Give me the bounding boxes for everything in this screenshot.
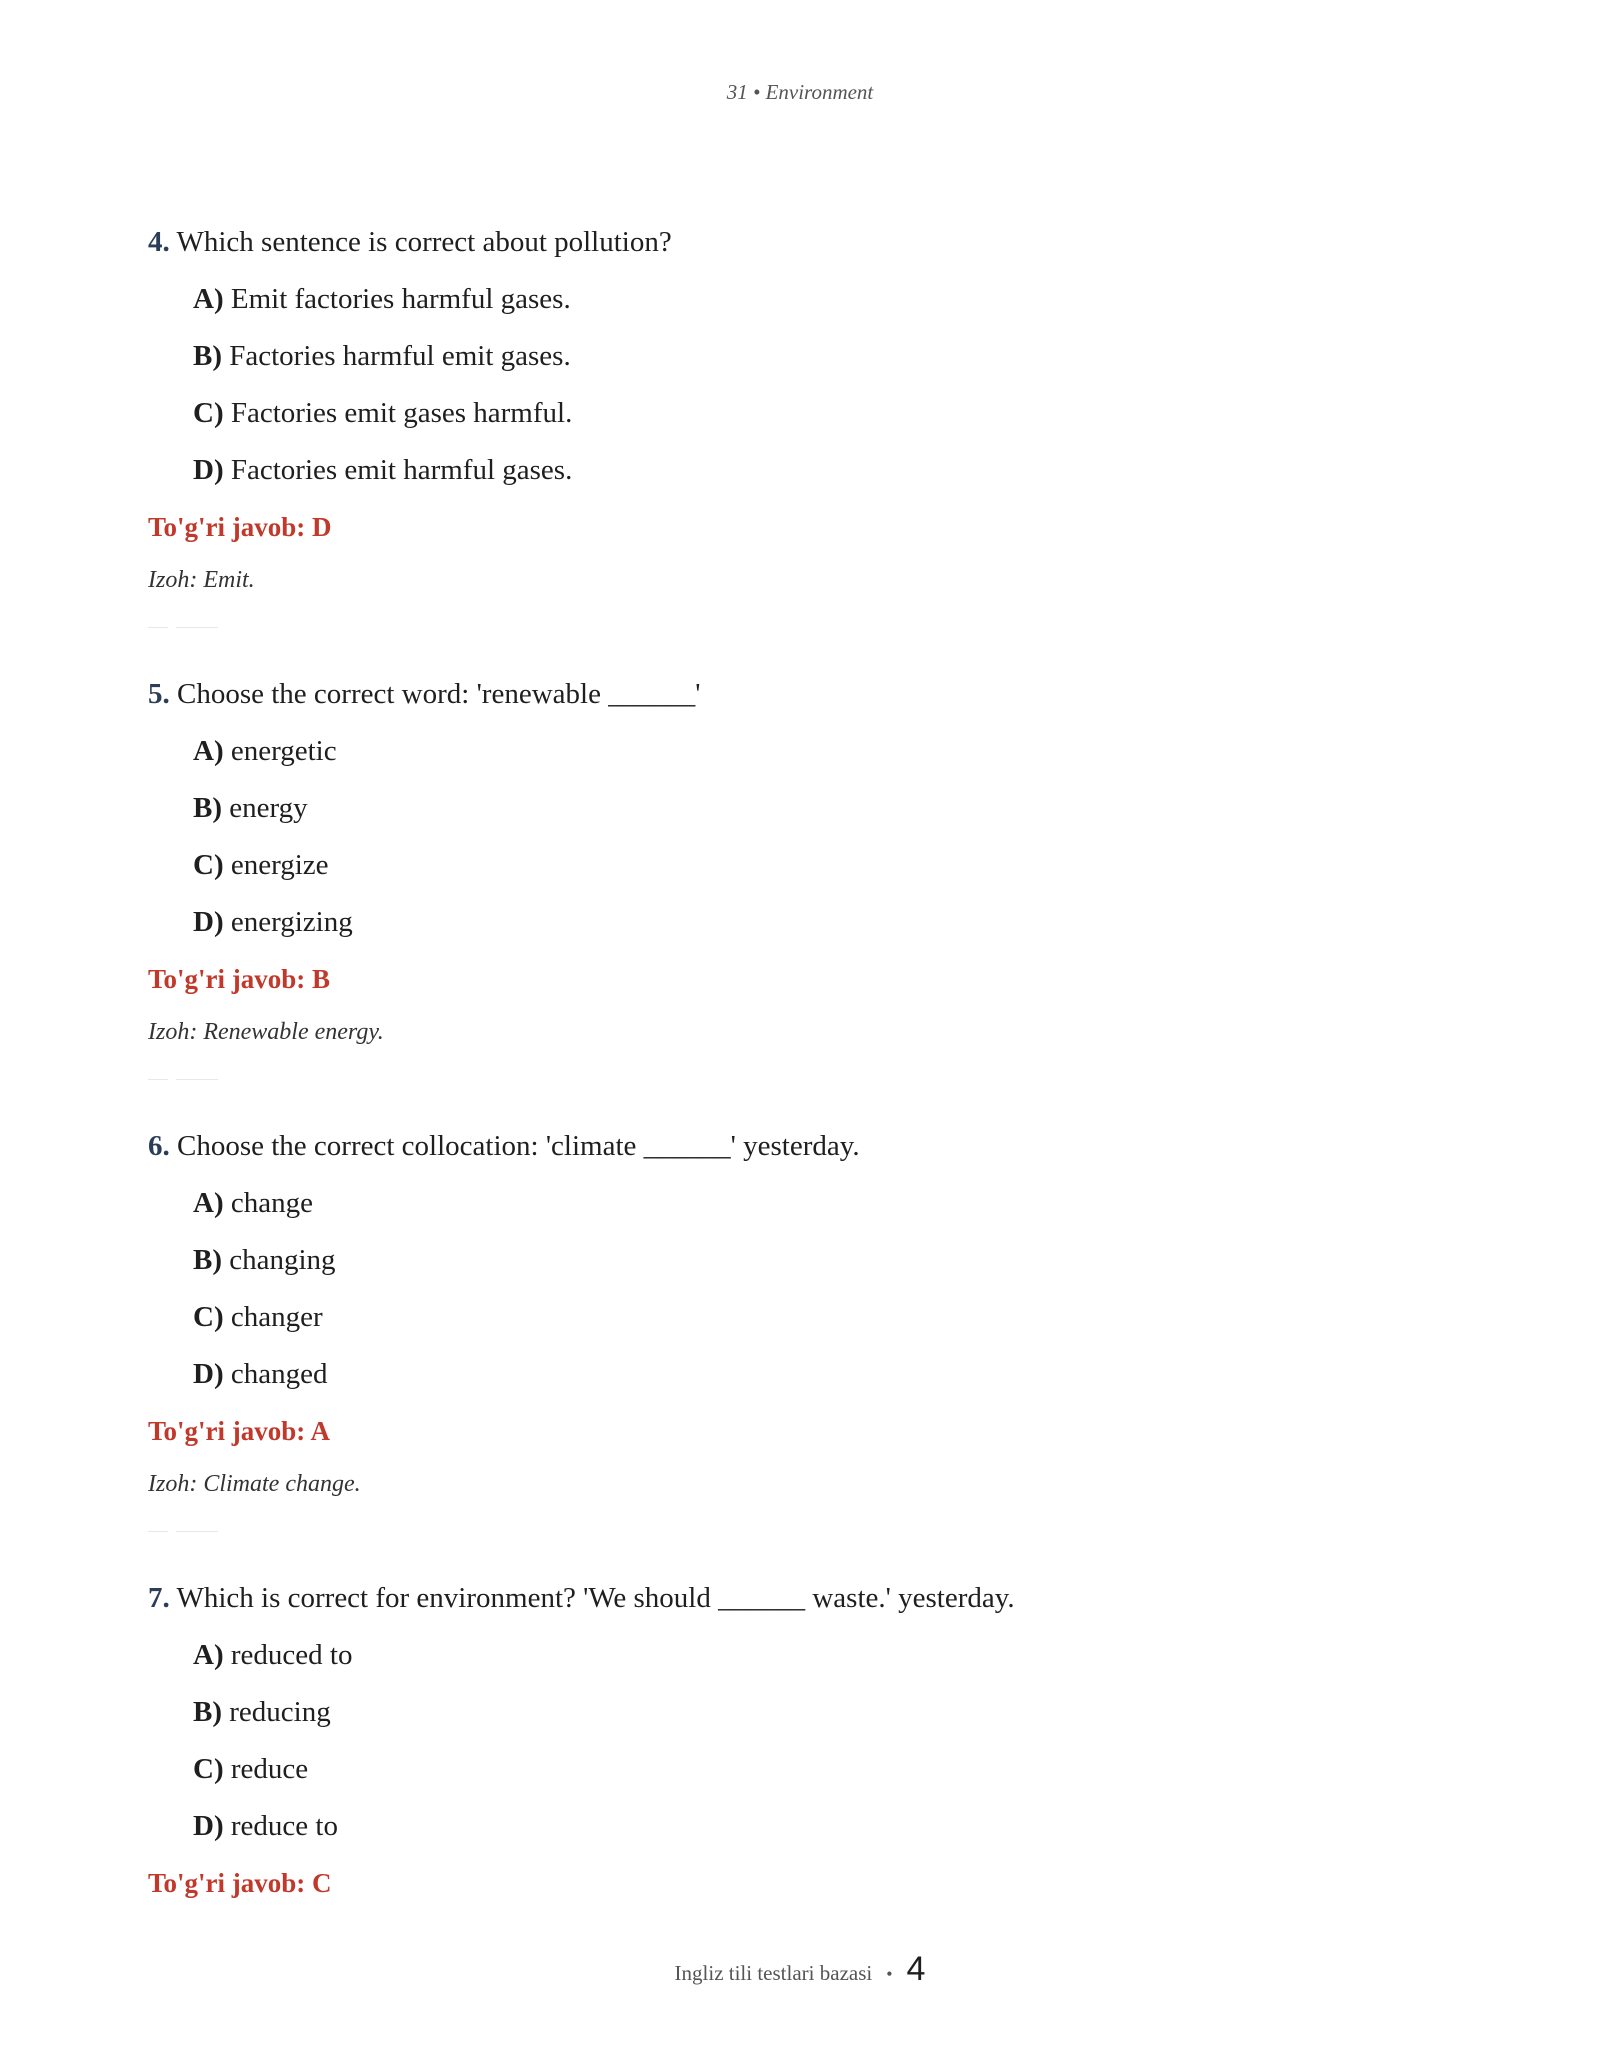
option-letter: C) <box>193 1301 224 1333</box>
option-letter: D) <box>193 454 224 486</box>
explanation: Izoh: Climate change. <box>148 1471 361 1497</box>
option-b <box>193 1692 1448 1732</box>
option-letter: B) <box>193 340 222 372</box>
option-text: Factories emit gases harmful. <box>230 397 573 429</box>
footer-title: Ingliz tili testlari bazasi <box>674 1961 873 1985</box>
option-letter: D) <box>193 1358 224 1390</box>
option-c <box>193 1749 1448 1789</box>
option-b <box>193 788 1448 828</box>
option-c <box>193 1297 1448 1337</box>
question-stem <box>148 1126 1448 1166</box>
option-text: energy <box>229 792 308 824</box>
question-number: 5. <box>148 678 170 710</box>
question-stem <box>148 1578 1448 1618</box>
correct-answer: To'g'ri javob: C <box>148 1868 332 1898</box>
option-text: reduced to <box>230 1639 353 1671</box>
option-text: changer <box>230 1301 323 1333</box>
option-letter: B) <box>193 1244 222 1276</box>
option-text: reduce to <box>230 1810 338 1842</box>
option-text: changing <box>229 1244 336 1276</box>
question-5 <box>148 674 1448 1083</box>
question-stem <box>148 674 1448 714</box>
option-text: reducing <box>229 1696 331 1728</box>
option-text: energize <box>230 849 329 881</box>
option-letter: A) <box>193 1187 224 1219</box>
option-text: Factories emit harmful gases. <box>230 454 573 486</box>
option-letter: A) <box>193 1639 224 1671</box>
question-number: 4. <box>148 226 170 258</box>
option-letter: A) <box>193 735 224 767</box>
option-letter: A) <box>193 283 224 315</box>
option-a <box>193 279 1448 319</box>
divider <box>148 623 218 631</box>
explanation: Izoh: Emit. <box>148 567 255 593</box>
option-letter: B) <box>193 792 222 824</box>
question-number: 6. <box>148 1130 170 1162</box>
question-text: Choose the correct word: 'renewable ______' <box>177 678 701 710</box>
option-text: reduce <box>230 1753 309 1785</box>
question-text: Which is correct for environment? 'We should ______ waste.' yesterday. <box>176 1582 1015 1614</box>
question-text: Which sentence is correct about pollution? <box>176 226 672 258</box>
option-text: Factories harmful emit gases. <box>229 340 571 372</box>
correct-answer: To'g'ri javob: B <box>148 964 331 994</box>
option-letter: C) <box>193 1753 224 1785</box>
divider <box>148 1075 218 1083</box>
option-c <box>193 845 1448 885</box>
question-4 <box>148 222 1448 631</box>
option-letter: C) <box>193 397 224 429</box>
question-text: Choose the correct collocation: 'climate ______' yesterday. <box>177 1130 860 1162</box>
question-stem <box>148 222 1448 262</box>
option-d <box>193 1354 1448 1394</box>
option-a <box>193 731 1448 771</box>
option-a <box>193 1635 1448 1675</box>
option-letter: C) <box>193 849 224 881</box>
option-d <box>193 450 1448 490</box>
option-letter: B) <box>193 1696 222 1728</box>
explanation: Izoh: Renewable energy. <box>148 1019 384 1045</box>
correct-answer: To'g'ri javob: D <box>148 512 332 542</box>
option-b <box>193 1240 1448 1280</box>
option-text: energetic <box>230 735 337 767</box>
footer-separator: • <box>886 1964 893 1984</box>
question-7 <box>148 1578 1448 1903</box>
question-6 <box>148 1126 1448 1535</box>
option-text: Emit factories harmful gases. <box>230 283 571 315</box>
correct-answer: To'g'ri javob: A <box>148 1416 331 1446</box>
option-text: changed <box>230 1358 328 1390</box>
page-number: 4 <box>906 1950 926 1988</box>
question-number: 7. <box>148 1582 170 1614</box>
option-d <box>193 1806 1448 1846</box>
option-letter: D) <box>193 1810 224 1842</box>
page-footer <box>0 1950 1600 1989</box>
option-a <box>193 1183 1448 1223</box>
option-text: change <box>230 1187 313 1219</box>
option-text: energizing <box>230 906 353 938</box>
option-c <box>193 393 1448 433</box>
option-d <box>193 902 1448 942</box>
divider <box>148 1527 218 1535</box>
option-letter: D) <box>193 906 224 938</box>
question-list <box>148 222 1448 1918</box>
option-b <box>193 336 1448 376</box>
page-header: 31 • Environment <box>726 80 874 104</box>
